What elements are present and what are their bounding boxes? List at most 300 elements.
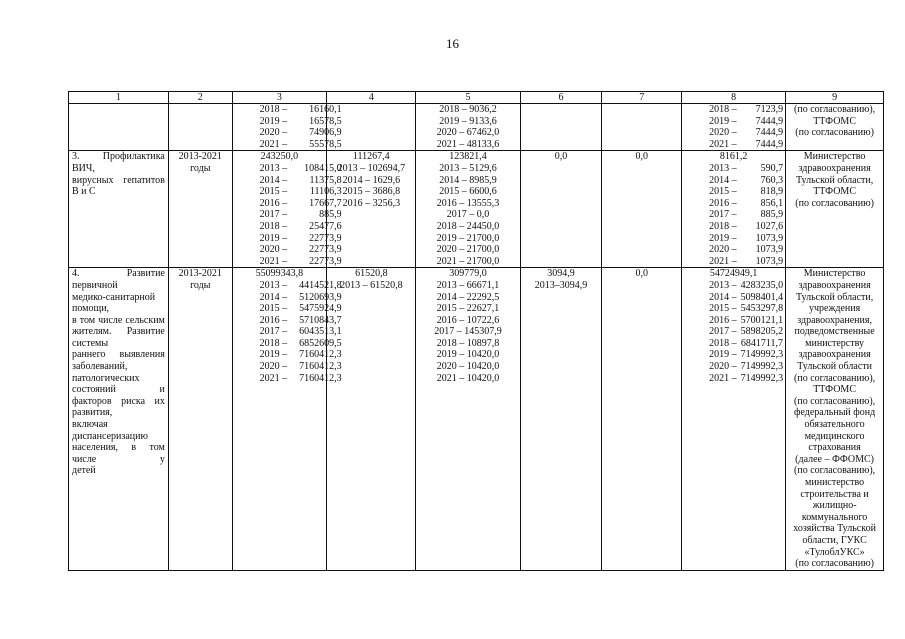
year-line [685, 292, 782, 304]
year-amount: 7160412,3 [299, 372, 342, 384]
page-number: 16 [446, 36, 459, 51]
header-cell: 2 [168, 92, 232, 104]
cell-line: 3094,9 [547, 268, 575, 280]
dash-separator: – [731, 138, 737, 150]
cell-line: хозяйства Тульской [793, 523, 876, 535]
year-amount: 6043513,1 [299, 326, 342, 338]
activity-line: в том числе сельским [72, 314, 165, 326]
year-line [685, 127, 782, 139]
year-line [236, 279, 342, 292]
year-line [236, 337, 342, 350]
year-amount: 11375,8 [309, 174, 342, 186]
year-amount: 6841711,7 [740, 337, 784, 349]
period-cell [168, 268, 232, 570]
cell-line: 2018 – 9036,2 [439, 104, 497, 115]
cell-line: 2019 – 10420,0 [436, 349, 500, 361]
activity-cell [69, 104, 169, 151]
year-amount: 5898205,2 [740, 326, 784, 338]
activity-line: включая диспансеризацию [72, 419, 148, 442]
year-line [685, 326, 782, 338]
cell-line: ТТФОМС [813, 186, 856, 198]
cell-line: 2020 – 67462,0 [436, 127, 500, 139]
year-amount: 5475924,9 [299, 303, 342, 315]
dash-separator: – [282, 244, 288, 256]
dash-separator: – [731, 104, 737, 115]
cell-line: ТТФОМС [813, 384, 856, 396]
year-label: 2021 [259, 372, 280, 384]
year-line [685, 349, 782, 361]
year-label: 2014 [709, 291, 730, 303]
cell-line: 2014 – 1629,6 [342, 174, 401, 186]
cell-line: 2013–3094,9 [534, 279, 588, 291]
tfoms-funding-cell [682, 268, 786, 570]
cell-line: медицинского [804, 430, 865, 442]
year-amount: 885,9 [319, 209, 342, 221]
year-amount: 7149992,3 [740, 349, 784, 361]
period-cell [168, 104, 232, 151]
dash-separator: – [282, 361, 288, 373]
header-cell: 1 [69, 92, 169, 104]
activity-line: раннего выявления [72, 349, 165, 361]
year-label: 2019 [709, 232, 730, 244]
cell-line: 2015 – 3686,8 [342, 186, 401, 198]
dash-separator: – [731, 232, 737, 244]
dash-separator: – [282, 372, 288, 384]
cell-line: министерство [805, 477, 865, 488]
year-label: 2019 [259, 232, 280, 244]
tfoms-funding-cell [682, 151, 786, 268]
dash-separator: – [731, 337, 737, 349]
year-line [685, 373, 782, 385]
year-line [685, 233, 782, 245]
year-label: 2016 [709, 197, 730, 209]
total-funding-cell [232, 151, 342, 268]
year-line [236, 138, 342, 151]
dash-separator: – [282, 279, 288, 291]
dash-separator: – [282, 232, 288, 244]
year-amount: 4283235,0 [740, 279, 784, 291]
cell-line: министерству [805, 337, 864, 349]
year-line [236, 255, 342, 268]
year-label: 2017 [259, 209, 280, 221]
year-amount: 1073,9 [755, 244, 784, 256]
cell-line: здравоохранения, [797, 314, 872, 326]
year-amount: 25477,6 [309, 220, 342, 232]
cell-line: здравоохранения [798, 349, 871, 361]
year-line [236, 220, 342, 233]
cell-line: области, ГУКС [802, 534, 867, 546]
cell-line: 111267,4 [352, 151, 390, 163]
year-line [685, 116, 782, 128]
year-amount: 16160,1 [309, 104, 342, 115]
period-text: 2013-2021 годы [178, 268, 222, 291]
period-text: 2013-2021 годы [178, 151, 222, 174]
year-line [236, 303, 342, 315]
year-label: 2018 [259, 220, 280, 232]
year-line [236, 349, 342, 361]
year-amount: 6852609,5 [299, 337, 342, 349]
activity-line: заболеваний, [72, 361, 128, 373]
activity-line: факторов риска их развития, [72, 395, 165, 419]
header-cell: 8 [682, 92, 786, 104]
total-funding-cell [232, 104, 342, 151]
activity-line: детей [72, 465, 96, 477]
year-amount: 7149992,3 [740, 361, 784, 373]
header-cell: 7 [602, 92, 682, 104]
year-amount: 5700121,1 [740, 314, 784, 326]
year-label: 2016 [259, 197, 280, 209]
dash-separator: – [731, 279, 737, 291]
year-line [236, 197, 342, 210]
year-amount: 22773,9 [309, 255, 342, 267]
activity-line: медико-санитарной помощи, [72, 291, 156, 315]
municipal-funding-cell [520, 268, 602, 570]
dash-separator: – [282, 220, 288, 232]
dash-separator: – [282, 186, 288, 198]
cell-line: здравоохранения [798, 162, 871, 174]
cell-line: (далее – ФФОМС) [795, 453, 875, 465]
dash-separator: – [731, 361, 737, 373]
cell-line: Тульской области [797, 361, 872, 373]
cell-line: «ТулоблУКС» [804, 546, 865, 558]
year-label: 2017 [709, 326, 730, 338]
dash-separator: – [282, 174, 288, 186]
cell-line: Министерство [803, 268, 866, 280]
dash-separator: – [731, 326, 737, 338]
dash-separator: – [731, 197, 737, 209]
cell-line: (по согласованию) [795, 558, 874, 570]
year-amount: 856,1 [760, 197, 784, 209]
cell-line: обязательного [804, 419, 865, 431]
header-cell: 4 [327, 92, 416, 104]
cell-line: 2015 – 6600,6 [439, 186, 497, 198]
dash-separator: – [282, 349, 288, 361]
cell-line: 2018 – 10897,8 [436, 337, 500, 349]
year-line [236, 115, 342, 128]
year-label: 2020 [709, 244, 730, 256]
cell-line: 61520,8 [355, 268, 388, 280]
dash-separator: – [282, 314, 288, 326]
cell-line: Министерство [803, 151, 866, 163]
dash-separator: – [731, 255, 737, 267]
year-line [685, 315, 782, 327]
cell-total: 54724949,1 [709, 268, 758, 280]
dash-separator: – [731, 127, 737, 139]
cell-line: Тульской области, [795, 174, 874, 186]
dash-separator: – [282, 104, 288, 115]
cell-line: здравоохранения [798, 279, 871, 291]
dash-separator: – [731, 349, 737, 361]
cell-line: 2021 – 48133,6 [436, 138, 500, 150]
year-line [236, 361, 342, 373]
municipal-funding-cell [520, 151, 602, 268]
year-label: 2020 [709, 127, 730, 139]
year-label: 2021 [709, 138, 730, 150]
activity-cell [69, 151, 169, 268]
year-amount: 885,9 [760, 209, 784, 221]
cell-line: (по согласованию) [795, 127, 874, 139]
cell-line: 123821,4 [449, 151, 487, 163]
cell-line: ТТФОМС [813, 115, 856, 127]
cell-line: федеральный фонд [793, 407, 876, 419]
year-amount: 1073,9 [755, 255, 784, 267]
cell-line: 2019 – 9133,6 [439, 115, 497, 127]
regional-funding-cell [416, 104, 520, 151]
activity-line: вирусных гепатитов В и С [72, 174, 165, 198]
cell-line: 2017 – 145307,9 [434, 326, 502, 338]
year-label: 2021 [709, 372, 730, 384]
year-line [685, 175, 782, 187]
dash-separator: – [731, 244, 737, 256]
year-label: 2015 [709, 186, 730, 198]
year-label: 2015 [709, 303, 730, 315]
cell-line: 2013 – 102694,7 [337, 162, 406, 174]
cell-line: коммунального [801, 511, 868, 523]
tfoms-funding-cell [682, 104, 786, 151]
cell-line: (по согласованию) [795, 197, 874, 209]
year-amount: 16578,5 [309, 115, 342, 127]
year-amount: 22773,9 [309, 232, 342, 244]
year-label: 2014 [259, 174, 280, 186]
other-funding-cell [602, 104, 682, 151]
activity-line: жителям. Развитие системы [72, 326, 165, 349]
year-label: 2018 [709, 104, 730, 115]
dash-separator: – [282, 197, 288, 209]
table-row [69, 104, 884, 151]
year-amount: 55578,5 [309, 138, 342, 150]
year-label: 2019 [709, 349, 730, 361]
cell-line: (по согласованию), [794, 395, 876, 407]
other-funding-cell [602, 151, 682, 268]
cell-line: 309779,0 [449, 268, 487, 280]
year-label: 2013 [259, 279, 280, 291]
year-line [236, 186, 342, 198]
year-amount: 4414521,8 [299, 279, 342, 291]
table-row [69, 268, 884, 570]
year-label: 2019 [259, 115, 280, 127]
dash-separator: – [731, 314, 737, 326]
year-line [685, 139, 782, 151]
dash-separator: – [731, 372, 737, 384]
year-label: 2016 [259, 314, 280, 326]
program-funding-table [68, 91, 884, 571]
executor-cell [786, 268, 884, 570]
year-label: 2018 [259, 337, 280, 349]
cell-line: 2013 – 66671,1 [436, 279, 500, 291]
dash-separator: – [282, 326, 288, 338]
total-funding-cell [232, 268, 342, 570]
cell-line: 2016 – 13555,3 [436, 197, 500, 209]
year-line [685, 186, 782, 198]
year-amount: 7444,9 [755, 127, 784, 139]
year-line [685, 244, 782, 256]
dash-separator: – [282, 115, 288, 127]
dash-separator: – [731, 209, 737, 221]
cell-line: 0,0 [554, 151, 568, 163]
year-line [685, 209, 782, 221]
dash-separator: – [282, 255, 288, 267]
year-label: 2014 [709, 174, 730, 186]
header-cell: 3 [232, 92, 327, 104]
regional-funding-cell [416, 268, 520, 570]
dash-separator: – [731, 291, 737, 303]
dash-separator: – [282, 138, 288, 150]
year-line [236, 326, 342, 338]
header-row [69, 92, 884, 104]
year-amount: 108415,0 [304, 162, 342, 174]
cell-line: 2015 – 22627,1 [436, 303, 500, 315]
year-label: 2018 [709, 337, 730, 349]
year-label: 2018 [259, 104, 280, 115]
year-label: 2015 [259, 186, 280, 198]
year-amount: 818,9 [760, 186, 784, 198]
dash-separator: – [282, 303, 288, 315]
dash-separator: – [731, 115, 737, 127]
other-funding-cell [602, 268, 682, 570]
year-line [685, 256, 782, 268]
dash-separator: – [731, 174, 737, 186]
cell-total: 8161,2 [719, 151, 748, 163]
cell-line: 2016 – 3256,3 [342, 197, 401, 209]
activity-line: населения, в том числе у [72, 442, 165, 465]
period-cell [168, 151, 232, 268]
header-cell: 9 [786, 92, 884, 104]
activity-cell [69, 268, 169, 570]
year-line [236, 162, 342, 175]
cell-line: строительства и [800, 488, 869, 500]
year-line [685, 303, 782, 315]
dash-separator: – [282, 127, 288, 139]
year-label: 2013 [259, 162, 280, 174]
year-amount: 7160412,3 [299, 361, 342, 373]
year-label: 2016 [709, 314, 730, 326]
year-amount: 7123,9 [755, 104, 784, 115]
cell-line: (по согласованию), [794, 465, 876, 477]
cell-total: 243250,0 [260, 151, 299, 163]
year-line [236, 372, 342, 385]
cell-line: 2021 – 10420,0 [436, 372, 500, 384]
year-amount: 590,7 [760, 162, 784, 174]
executor-cell [786, 151, 884, 268]
dash-separator: – [282, 162, 288, 174]
cell-line: 2014 – 22292,5 [436, 291, 500, 303]
cell-line: 2018 – 24450,0 [436, 220, 500, 232]
cell-line: 2020 – 10420,0 [436, 361, 500, 373]
year-line [685, 163, 782, 175]
year-line [236, 244, 342, 256]
year-line [236, 127, 342, 139]
year-label: 2017 [259, 326, 280, 338]
year-amount: 5120693,9 [299, 291, 342, 303]
year-line [685, 338, 782, 350]
year-amount: 7444,9 [755, 115, 784, 127]
year-label: 2013 [709, 279, 730, 291]
year-line [236, 209, 342, 221]
year-label: 2021 [259, 138, 280, 150]
dash-separator: – [731, 162, 737, 174]
dash-separator: – [731, 186, 737, 198]
year-line [236, 174, 342, 187]
year-label: 2020 [259, 127, 280, 139]
year-line [685, 221, 782, 233]
year-amount: 5710843,7 [299, 314, 342, 326]
year-amount: 11106,3 [309, 186, 342, 198]
activity-line: патологических состояний и [72, 372, 165, 396]
year-line [236, 314, 342, 327]
year-line [685, 361, 782, 373]
year-amount: 1073,9 [755, 232, 784, 244]
cell-line: Тульской области, [795, 291, 874, 303]
cell-line: учреждения [808, 303, 861, 315]
cell-line: 2013 – 5129,6 [439, 162, 497, 174]
year-label: 2019 [709, 115, 730, 127]
table-row [69, 151, 884, 268]
year-amount: 5098401,4 [740, 291, 784, 303]
executor-cell [786, 104, 884, 151]
year-line [236, 232, 342, 245]
year-line [236, 291, 342, 304]
cell-line: 2020 – 21700,0 [436, 244, 500, 256]
year-label: 2013 [709, 162, 730, 174]
dash-separator: – [282, 291, 288, 303]
cell-line: 2021 – 21700,0 [436, 255, 500, 267]
regional-funding-cell [416, 151, 520, 268]
year-line [685, 198, 782, 210]
year-label: 2017 [709, 209, 730, 221]
year-label: 2015 [259, 303, 280, 315]
year-amount: 74906,9 [309, 127, 342, 139]
dash-separator: – [282, 209, 288, 221]
year-line [236, 104, 342, 116]
year-line [685, 104, 782, 116]
cell-line: 2019 – 21700,0 [436, 232, 500, 244]
activity-line: 3. Профилактика ВИЧ, [72, 151, 165, 174]
year-line [685, 280, 782, 292]
cell-line: подведомственные [794, 326, 875, 338]
year-label: 2020 [709, 361, 730, 373]
cell-line: страхования [808, 442, 861, 454]
year-amount: 22773,9 [309, 244, 342, 256]
cell-line: 2016 – 10722,6 [436, 314, 500, 326]
cell-line: 0,0 [635, 151, 648, 163]
year-amount: 5453297,8 [740, 303, 784, 315]
cell-line: жилищно- [812, 500, 857, 512]
year-label: 2018 [709, 220, 730, 232]
year-amount: 7444,9 [755, 138, 784, 150]
cell-line: 2017 – 0,0 [446, 209, 490, 221]
year-amount: 7149992,3 [740, 372, 784, 384]
header-cell: 5 [416, 92, 520, 104]
year-label: 2020 [259, 361, 280, 373]
year-label: 2020 [259, 244, 280, 256]
year-amount: 1027,6 [755, 220, 784, 232]
dash-separator: – [731, 220, 737, 232]
year-label: 2021 [709, 255, 730, 267]
cell-line: 2014 – 8985,9 [439, 174, 497, 186]
year-amount: 7160412,3 [299, 349, 342, 361]
cell-line: (по согласованию), [794, 372, 876, 384]
year-amount: 17667,7 [309, 197, 342, 209]
dash-separator: – [731, 303, 737, 315]
year-amount: 760,3 [760, 174, 784, 186]
municipal-funding-cell [520, 104, 602, 151]
cell-line: (по согласованию), [794, 104, 876, 115]
cell-line: 2013 – 61520,8 [340, 279, 403, 291]
header-cell: 6 [520, 92, 602, 104]
year-label: 2014 [259, 291, 280, 303]
year-label: 2019 [259, 349, 280, 361]
activity-line: 4. Развитие первичной [72, 268, 165, 291]
